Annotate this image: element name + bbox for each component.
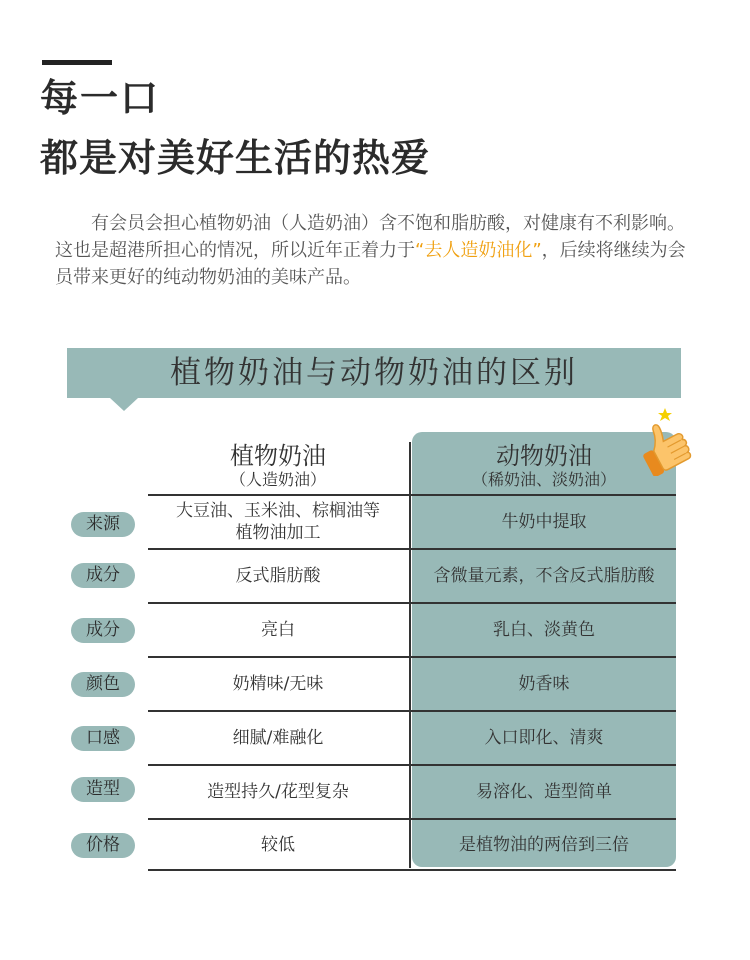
plant-cream-name: 植物奶油: [230, 442, 326, 470]
row-label-price: 价格: [71, 833, 135, 858]
page-title-line1: 每一口: [40, 76, 161, 120]
plant-cell-taste: 细腻/难融化: [232, 728, 324, 748]
plant-cell-line: 大豆油、玉米油、棕榈油等: [176, 501, 380, 521]
banner-pointer: [110, 398, 138, 411]
column-divider: [409, 442, 411, 868]
intro-paragraph: [55, 210, 700, 291]
plant-cell-price: 较低: [261, 835, 295, 855]
plant-cell-line: 植物油加工: [235, 523, 321, 543]
row-label-ingredient: 成分: [71, 563, 135, 588]
intro-text-before: 有会员会担心植物奶油（人造奶油）含不饱和脂肪酸，对健康有不利影响。这也是超港所担心的情况，所以近年正着力于: [55, 213, 685, 261]
animal-cell-color: 奶香味: [518, 674, 570, 694]
animal-cell-appearance: 乳白、淡黄色: [493, 620, 595, 640]
animal-cell-price: 是植物油的两倍到三倍: [459, 835, 629, 855]
animal-cell-ingredient: 含微量元素，不含反式脂肪酸: [433, 566, 655, 586]
row-label-source: 来源: [71, 512, 135, 537]
animal-cream-sub: （稀奶油、淡奶油）: [471, 470, 616, 489]
plant-cell-color: 奶精味/无味: [232, 674, 324, 694]
plant-cream-sub: （人造奶油）: [229, 470, 326, 489]
page-title-line2: 都是对美好生活的热爱: [40, 136, 431, 180]
thumbs-up-icon: [632, 404, 702, 476]
animal-cell-source: 牛奶中提取: [501, 512, 587, 532]
plant-cell-shape: 造型持久/花型复杂: [207, 782, 349, 802]
plant-cell-appearance: 亮白: [261, 620, 295, 640]
title-accent-rule: [42, 60, 112, 65]
plant-cream-header: [148, 442, 408, 490]
row-label-taste: 口感: [71, 726, 135, 751]
intro-text-after: ，后续将继续为会员带来更好的纯动物奶油的美味产品。: [55, 240, 686, 288]
comparison-banner: [67, 348, 681, 398]
animal-cell-taste: 入口即化、清爽: [484, 728, 604, 748]
plant-cell-source: [148, 496, 408, 548]
animal-cell-shape: 易溶化、造型简单: [476, 782, 612, 802]
row-label-color: 颜色: [71, 672, 135, 697]
row-label-shape: 造型: [71, 777, 135, 802]
plant-cell-ingredient: 反式脂肪酸: [235, 566, 321, 586]
intro-highlight: “去人造奶油化”: [415, 240, 542, 261]
row-label-ingredient-2: 成分: [71, 618, 135, 643]
animal-cream-name: 动物奶油: [496, 442, 592, 470]
comparison-title: 植物奶油与动物奶油的区别: [170, 355, 578, 391]
